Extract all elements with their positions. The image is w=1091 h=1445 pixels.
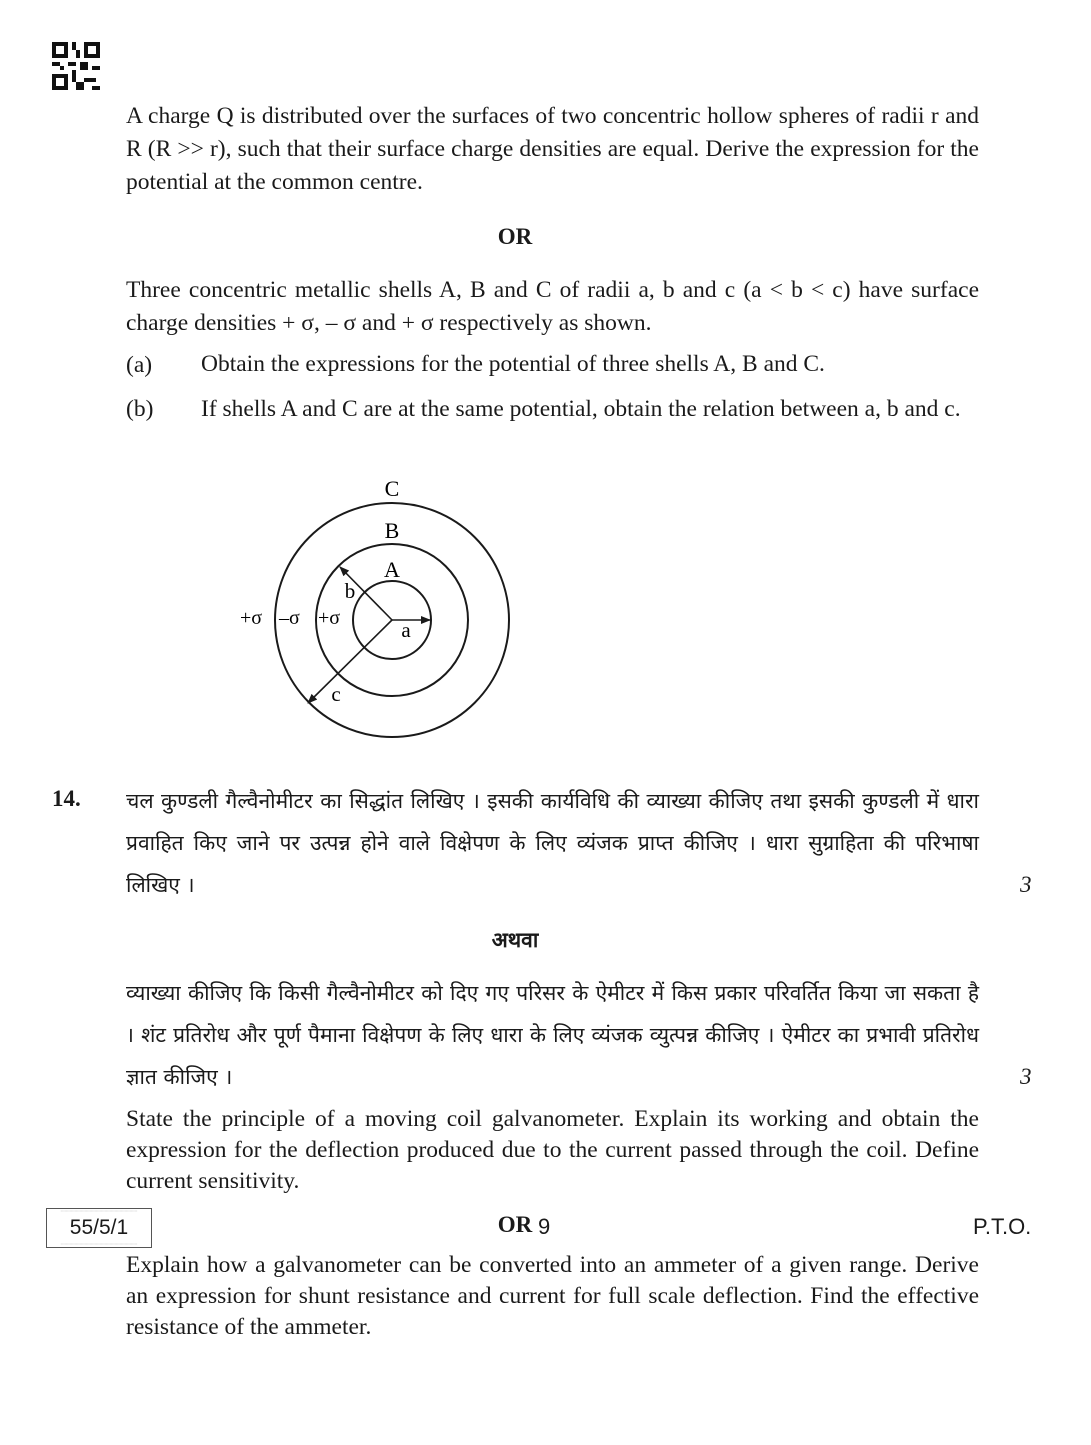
shell-label-c: C	[384, 476, 400, 501]
q13-alt-text: Three concentric metallic shells A, B and C of radii a, b and c (a < b < c) have surface charge densities + σ, – σ and + σ respectively as shown.	[126, 277, 979, 336]
shell-label-a: A	[384, 557, 400, 582]
question-number: 14.	[52, 786, 81, 811]
concentric-shells-diagram	[230, 470, 530, 740]
q13-or-label: OR	[497, 224, 533, 249]
item-b-text: If shells A and C are at the same potential, obtain the relation between a, b and c.	[201, 396, 961, 422]
radius-label-b: b	[344, 579, 356, 603]
charge-label-c: +σ	[240, 607, 263, 629]
microprint-bottom: ::::::::::::::::::::::::::::::::::::::::::::::::::::::::::::::::::::::::::::::::::::::::::::	[60, 1243, 138, 1246]
item-b-label: (b)	[126, 396, 154, 422]
q14-hindi-or: अथवा	[491, 928, 539, 952]
paper-code: 55/5/1	[69, 1216, 129, 1239]
radius-c-arrow	[308, 620, 392, 703]
paper-code-box	[46, 1208, 152, 1248]
charge-label-b: –σ	[279, 607, 300, 629]
microprint-top: ::::::::::::::::::::::::::::::::::::::::::::::::::::::::::::::::::::::::::::::::::::::::::::	[60, 1210, 138, 1213]
radius-label-c: c	[331, 682, 341, 706]
qr-code	[52, 42, 100, 90]
q13-main-text: A charge Q is distributed over the surfaces of two concentric hollow spheres of radii r and R (R >> r), such that their surface charge densities are equal. Derive the expression for the potential at the common centre.	[126, 103, 979, 195]
pto-label: P.T.O.	[973, 1214, 1032, 1239]
q14-hindi-alt: व्याख्या कीजिए कि किसी गैल्वैनोमीटर को दिए गए परिसर के ऐमीटर में किस प्रकार परिवर्तित किया जा सकता है । शंट प्रतिरोध और पूर्ण पैमाना विक्षेपण के लिए धारा के लिए व्यंजक व्युत्पन्न कीजिए । ऐमीटर का प्रभावी प्रतिरोध ज्ञात कीजिए ।	[126, 981, 979, 1089]
radius-label-a: a	[401, 618, 411, 642]
q14-marks: 3	[1020, 872, 1032, 897]
q14-english-alt: Explain how a galvanometer can be converted into an ammeter of a given range. Derive an expression for shunt resistance and current for full scale deflection. Find the effective resistance of the ammeter.	[126, 1252, 979, 1340]
q14-hindi-main: चल कुण्डली गैल्वैनोमीटर का सिद्धांत लिखिए । इसकी कार्यविधि की व्याख्या कीजिए तथा इसकी कुण्डली में धारा प्रवाहित किए जाने पर उत्पन्न होने वाले विक्षेपण के लिए व्यंजक प्राप्त कीजिए । धारा सुग्राहिता की परिभाषा लिखिए ।	[126, 789, 979, 897]
shell-label-b: B	[384, 518, 400, 543]
item-a-label: (a)	[126, 352, 153, 378]
q14-english-main: State the principle of a moving coil galvanometer. Explain its working and obtain the expression for the deflection produced due to the current passed through the coil. Define current sensitivity.	[126, 1106, 979, 1194]
page-number: 9	[538, 1214, 551, 1239]
item-a-text: Obtain the expressions for the potential of three shells A, B and C.	[201, 351, 825, 377]
q14-or-label: OR	[497, 1212, 533, 1237]
q14-marks-alt: 3	[1020, 1064, 1032, 1089]
charge-label-a: +σ	[318, 607, 341, 629]
